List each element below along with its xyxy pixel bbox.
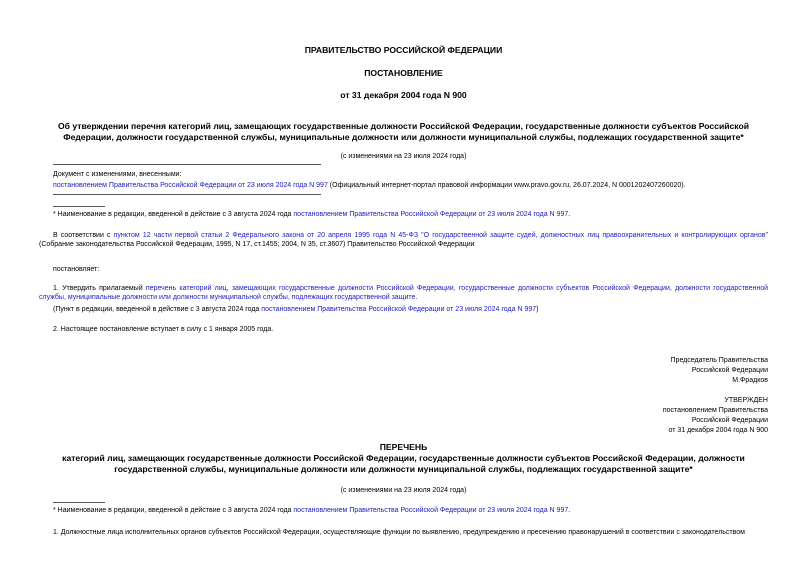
government-heading: ПРАВИТЕЛЬСТВО РОССИЙСКОЙ ФЕДЕРАЦИИ	[304, 45, 503, 55]
list-item-1: 1. Должностные лица исполнительных органов субъектов Российской Федерации, осуществляющие функции по выявлению, предупреждению и пресечению правонарушений в соответствии с законодательством	[53, 529, 745, 536]
footnote-divider	[53, 206, 105, 207]
footnote-1	[53, 210, 773, 219]
divider	[53, 164, 321, 165]
signature-org: Российской Федерации	[691, 367, 768, 374]
footnote-2-text: * Наименование в редакции, введенной в действие с 3 августа 2024 года	[53, 507, 294, 514]
list-amended-note: (с изменениями на 23 июля 2024 года)	[340, 487, 467, 494]
footnote-1-text: * Наименование в редакции, введенной в действие с 3 августа 2024 года	[53, 211, 294, 218]
approved-date: от 31 декабря 2004 года N 900	[668, 427, 768, 434]
federal-law-link[interactable]: пунктом 12 части первой статьи 2 Федерального закона от 20 апреля 1995 года N 45-ФЗ "О государственной защите судей, должностных лиц правоохранительных и контролирующих органов"	[113, 232, 769, 239]
footnote-divider	[53, 502, 105, 503]
changes-label: Документ с изменениями, внесенными:	[53, 171, 182, 178]
preamble-text-start: В соответствии с	[53, 232, 114, 239]
item-1-note-suffix: )	[536, 306, 539, 313]
item-1-suffix: .	[415, 294, 418, 301]
doc-date-number: от 31 декабря 2004 года N 900	[340, 90, 467, 100]
item-1-note-link[interactable]: постановлением Правительства Российской Федерации от 23 июля 2024 года N 997	[261, 306, 537, 313]
divider	[53, 194, 321, 195]
item-1-paragraph	[39, 284, 768, 302]
signature-name: М.Фрадков	[732, 377, 768, 384]
amending-decree-link[interactable]: постановлением Правительства Российской Федерации от 23 июля 2024 года N 997	[53, 182, 328, 189]
footnote-1-suffix: .	[568, 211, 571, 218]
changes-line	[53, 181, 773, 190]
resolves-text: постановляет:	[53, 266, 100, 273]
doc-title: Об утверждении перечня категорий лиц, замещающих государственные должности Российской Федерации, государственные должности субъектов Российской Федерации, должности государственной службы, муниципальные должности или должности муниципальной службы, подлежащих государственной защите*	[57, 121, 750, 142]
item-1-note-text: (Пункт в редакции, введенной в действие с 3 августа 2024 года	[53, 306, 262, 313]
approved-org: Российской Федерации	[691, 417, 768, 424]
changes-source-text: (Официальный интернет-портал правовой информации www.pravo.gov.ru, 26.07.2024, N 0001202407260020).	[327, 182, 686, 189]
approved-by: постановлением Правительства	[662, 407, 768, 414]
footnote-1-link[interactable]: постановлением Правительства Российской Федерации от 23 июля 2024 года N 997	[293, 211, 569, 218]
item-1-note	[53, 305, 768, 314]
item-2-paragraph: 2. Настоящее постановление вступает в силу с 1 января 2005 года.	[53, 326, 274, 333]
list-subtitle: категорий лиц, замещающих государственные должности Российской Федерации, государственные должности субъектов Российской Федерации, должности государственной службы, муниципальные должности или должности муниципальной службы, подлежащих государственной защите*	[62, 453, 745, 474]
preamble-text-end: (Собрание законодательства Российской Федерации, 1995, N 17, ст.1455; 2004, N 35, ст.3607) Правительство Российской Федерации	[39, 241, 475, 248]
preamble-paragraph	[39, 231, 768, 249]
list-link[interactable]: перечень категорий лиц, замещающих государственные должности Российской Федерации, государственные должности субъектов Российской Федерации, должности государственной службы, муниципальные должности или должности муниципальной службы, подлежащих государственной защите	[39, 285, 768, 301]
doc-type-heading: ПОСТАНОВЛЕНИЕ	[364, 68, 443, 78]
approved-label: УТВЕРЖДЕН	[724, 397, 768, 404]
footnote-2	[53, 506, 773, 515]
footnote-2-link[interactable]: постановлением Правительства Российской Федерации от 23 июля 2024 года N 997	[293, 507, 569, 514]
amended-note: (с изменениями на 23 июля 2024 года)	[340, 153, 467, 160]
item-1-text: 1. Утвердить прилагаемый	[53, 285, 146, 292]
list-heading: ПЕРЕЧЕНЬ	[379, 442, 428, 452]
footnote-2-suffix: .	[568, 507, 571, 514]
signature-title: Председатель Правительства	[670, 357, 768, 364]
